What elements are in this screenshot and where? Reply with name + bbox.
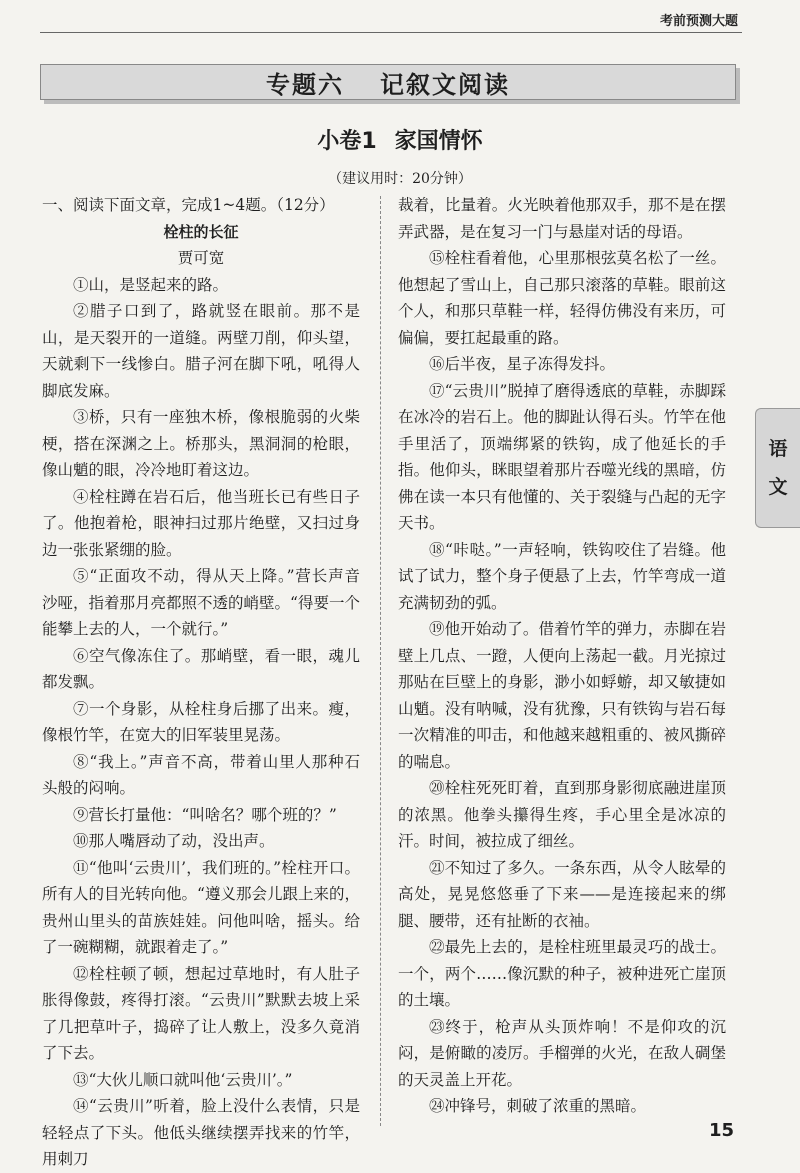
paragraph: ⑧“我上。”声音不高，带着山里人那种石头般的闷响。 [42,752,360,797]
paragraph: ⑮栓柱看着他，心里那根弦莫名松了一丝。他想起了雪山上，自己那只滚落的草鞋。眼前这个人，和那只草鞋一样，轻得仿佛没有来历，可偏偏，要扛起最重的路。 [398,249,726,347]
header-label: 考前预测大题 [659,14,738,29]
story-author: 贾可宽 [177,249,225,267]
paragraph: ㉓终于，枪声从头顶炸响！不是仰攻的沉闷，是俯瞰的凌厉。手榴弹的火光，在敌人碉堡的天灵盖上开花。 [398,1017,726,1089]
paragraph: ⑲他开始动了。借着竹竿的弹力，赤脚在岩壁上几点、一蹬，人便向上荡起一截。月光掠过那贴在巨壁上的身影，渺小如蜉蝣，却又敏捷如山魈。没有呐喊，没有犹豫，只有铁钩与岩石每一次精准的叩击，和他越来越粗重的、被风撕碎的喘息。 [398,620,726,771]
banner-topic-number: 专题六 [266,70,344,99]
paragraph: ③桥，只有一座独木桥，像根脆弱的火柴梗，搭在深渊之上。桥那头，黑洞洞的枪眼，像山魈的眼，冷冷地盯着这边。 [42,408,360,479]
subject-tab [755,408,800,528]
paragraph: ⑱“咔哒。”一声轻响，铁钩咬住了岩缝。他试了试力，整个身子便悬了上去，竹竿弯成一道充满韧劲的弧。 [398,540,726,612]
section-banner [40,64,736,100]
column-divider [380,196,381,1126]
subject-tab-char: 语 [768,438,788,460]
paragraph: ㉑不知过了多久。一条东西，从令人眩晕的高处，晃晃悠悠垂了下来——是连接起来的绑腿、腰带，还有扯断的衣袖。 [398,858,726,930]
left-column [42,192,360,1173]
paragraph: ㉔冲锋号，刺破了浓重的黑暗。 [429,1097,647,1115]
paragraph: ⑤“正面攻不动，得从天上降。”营长声音沙哑，指着那月亮都照不透的峭壁。“得要一个能攀上去的人，一个就行。” [42,567,360,638]
paragraph: ⑫栓柱顿了顿，想起过草地时，有人肚子胀得像鼓，疼得打滚。“云贵川”默默去坡上采了几把草叶子，捣碎了让人敷上，没多久竟消了下去。 [42,964,360,1062]
question-instruction: 一、阅读下面文章，完成1~4题。（12分） [42,196,335,214]
paragraph: ⑥空气像冻住了。那峭壁，看一眼，魂儿都发飘。 [42,646,360,691]
paragraph: ①山，是竖起来的路。 [73,275,229,294]
subtitle-number: 小卷1 [317,129,377,154]
paragraph: ④栓柱蹲在岩石后，他当班长已有些日子了。他抱着枪，眼神扫过那片绝壁，又扫过身边一张张紧绷的脸。 [42,487,360,559]
paragraph: ⑭“云贵川”听着，脸上没什么表情，只是轻轻点了下头。他低头继续摆弄找来的竹竿，用刺刀 [42,1097,360,1168]
paragraph: ②腊子口到了，路就竖在眼前。那不是山，是天裂开的一道缝。两壁刀削，仰头望，天就剩下一线惨白。腊子河在脚下吼，吼得人脚底发麻。 [42,302,360,400]
paragraph-continued: 裁着，比量着。火光映着他那双手，那不是在摆弄武器，是在复习一门与悬崖对话的母语。 [398,196,726,241]
right-column [398,192,726,1120]
header-rule [40,32,742,33]
story-title: 栓柱的长征 [163,222,239,241]
banner-topic-title: 记叙文阅读 [380,70,510,99]
paragraph: ⑯后半夜，星子冻得发抖。 [429,355,616,373]
subtitle-theme: 家国情怀 [394,129,483,154]
paragraph: ㉒最先上去的，是栓柱班里最灵巧的战士。一个，两个……像沉默的种子，被种进死亡崖顶的土壤。 [398,938,726,1009]
paragraph: ⑪“他叫‘云贵川’，我们班的。”栓柱开口。所有人的目光转向他。“遵义那会儿跟上来的，贵州山里头的苗族娃娃。问他叫啥，摇头。给了一碗糊糊，就跟着走了。” [42,858,360,956]
page-subtitle [0,124,800,155]
paragraph: ⑳栓柱死死盯着，直到那身影彻底融进崖顶的浓黑。他拳头攥得生疼，手心里全是冰凉的汗。时间，被拉成了细丝。 [398,779,726,850]
paragraph: ⑬“大伙儿顺口就叫他‘云贵川’。” [73,1070,293,1089]
subject-tab-char: 文 [768,476,788,498]
paragraph: ⑰“云贵川”脱掉了磨得透底的草鞋，赤脚踩在冰冷的岩石上。他的脚趾认得石头。竹竿在他手里活了，顶端绑紧的铁钩，成了他延长的手指。他仰头，眯眼望着那片吞噬光线的黑暗，仿佛在读一本只有他懂的、关于裂缝与凸起的无字天书。 [398,381,726,532]
paragraph: ⑨营长打量他：“叫啥名？哪个班的？” [73,805,337,824]
time-note: （建议用时：20分钟） [328,171,472,187]
page-number: 15 [708,1120,734,1141]
paragraph: ⑩那人嘴唇动了动，没出声。 [73,832,275,850]
paragraph: ⑦一个身影，从栓柱身后挪了出来。瘦，像根竹竿，在宽大的旧军装里晃荡。 [42,699,360,744]
